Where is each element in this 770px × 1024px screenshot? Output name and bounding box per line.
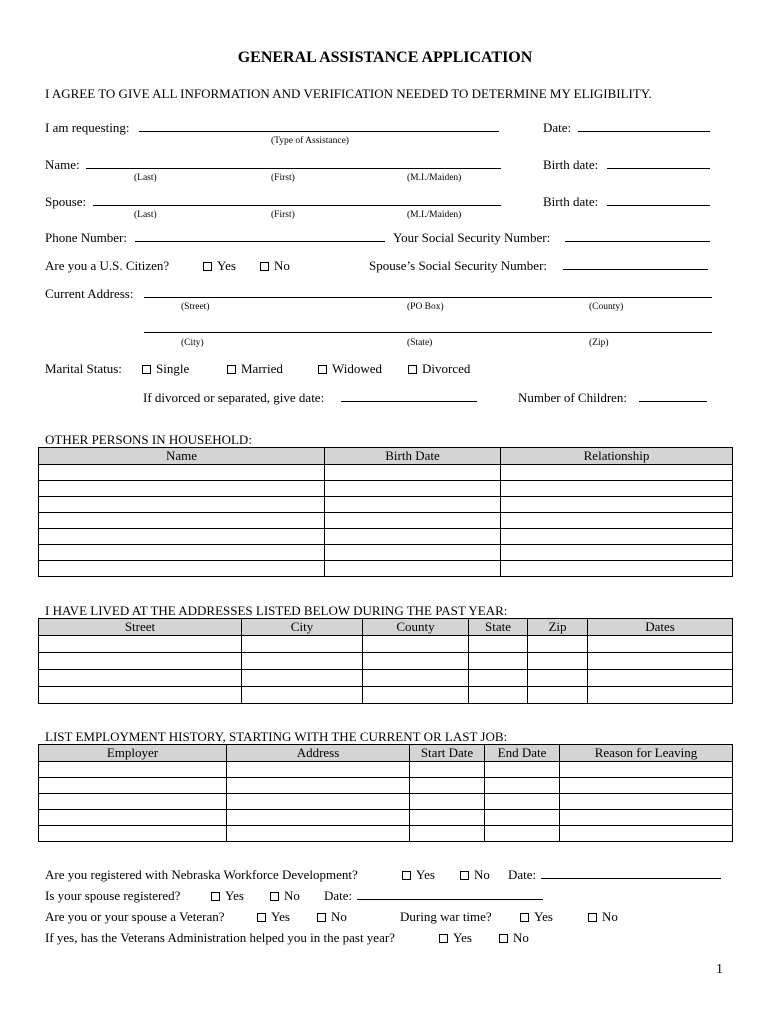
form-title: GENERAL ASSISTANCE APPLICATION [237, 49, 533, 66]
table-cell[interactable] [485, 778, 560, 794]
table-cell[interactable] [588, 636, 733, 653]
table-row [39, 762, 733, 778]
table-cell[interactable] [39, 794, 227, 810]
table-cell[interactable] [325, 561, 501, 577]
household-heading: OTHER PERSONS IN HOUSEHOLD: [45, 432, 252, 447]
checkbox-icon[interactable] [203, 262, 212, 271]
column-header: Reason for Leaving [560, 745, 733, 762]
checkbox-icon[interactable] [318, 365, 327, 374]
column-header: End Date [485, 745, 560, 762]
table-cell[interactable] [528, 687, 588, 704]
table-header-row [39, 619, 733, 636]
column-header: Zip [528, 619, 588, 636]
children-field[interactable] [639, 401, 707, 402]
table-cell[interactable] [469, 653, 528, 670]
marital-married-option[interactable]: Married [227, 361, 283, 377]
spouse-mi-caption: (M.I./Maiden) [407, 210, 462, 220]
table-cell[interactable] [501, 529, 733, 545]
nwd-yes-option[interactable]: Yes [402, 867, 435, 883]
checkbox-icon[interactable] [460, 871, 469, 880]
address-line-2-field[interactable] [144, 332, 712, 333]
table-cell[interactable] [560, 826, 733, 842]
page-number: 1 [716, 962, 723, 977]
table-cell[interactable] [39, 561, 325, 577]
table-row [39, 670, 733, 687]
marital-divorced-option[interactable]: Divorced [408, 361, 470, 377]
table-cell[interactable] [410, 826, 485, 842]
table-cell[interactable] [39, 636, 242, 653]
table-cell[interactable] [588, 687, 733, 704]
va-yes-option[interactable]: Yes [439, 930, 472, 946]
table-cell[interactable] [325, 513, 501, 529]
employment-heading: LIST EMPLOYMENT HISTORY, STARTING WITH THE CURRENT OR LAST JOB: [45, 729, 508, 744]
spouse-ssn-field[interactable] [563, 269, 708, 270]
checkbox-icon[interactable] [257, 913, 266, 922]
table-cell[interactable] [227, 762, 410, 778]
table-cell[interactable] [39, 687, 242, 704]
table-cell[interactable] [363, 670, 469, 687]
table-cell[interactable] [485, 826, 560, 842]
veteran-yes-option[interactable]: Yes [257, 909, 290, 925]
state-caption: (State) [407, 338, 433, 348]
children-label: Number of Children: [518, 390, 628, 405]
citizen-yes-option[interactable]: Yes [203, 258, 236, 274]
name-label: Name: [45, 157, 80, 172]
name-mi-caption: (M.I./Maiden) [407, 173, 462, 183]
table-cell[interactable] [363, 653, 469, 670]
table-cell[interactable] [325, 497, 501, 513]
checkbox-icon[interactable] [260, 262, 269, 271]
table-cell[interactable] [39, 529, 325, 545]
table-cell[interactable] [528, 653, 588, 670]
table-row [39, 794, 733, 810]
nwd-date-field[interactable] [541, 878, 721, 879]
date-field[interactable] [578, 131, 710, 132]
table-cell[interactable] [363, 636, 469, 653]
table-cell[interactable] [588, 670, 733, 687]
checkbox-icon[interactable] [227, 365, 236, 374]
phone-field[interactable] [135, 241, 385, 242]
county-caption: (County) [589, 302, 624, 312]
addresses-table [38, 618, 733, 704]
address-line-1-field[interactable] [144, 297, 712, 298]
divorce-date-field[interactable] [341, 401, 477, 402]
war-time-question: During war time? [400, 909, 492, 924]
table-cell[interactable] [39, 826, 227, 842]
table-row [39, 826, 733, 842]
spouse-reg-date-label: Date: [324, 888, 353, 903]
table-cell[interactable] [485, 794, 560, 810]
spouse-name-field[interactable] [93, 205, 501, 206]
household-table [38, 447, 733, 577]
spouse-ssn-label: Spouse’s Social Security Number: [369, 258, 548, 273]
checkbox-icon[interactable] [520, 913, 529, 922]
citizen-label: Are you a U.S. Citizen? [45, 258, 170, 273]
table-cell[interactable] [410, 762, 485, 778]
type-of-assistance-field[interactable] [139, 131, 499, 132]
pobox-caption: (PO Box) [407, 302, 444, 312]
table-cell[interactable] [325, 481, 501, 497]
table-cell[interactable] [528, 636, 588, 653]
zip-caption: (Zip) [589, 338, 609, 348]
table-cell[interactable] [410, 794, 485, 810]
table-cell[interactable] [39, 513, 325, 529]
agreement-statement: I AGREE TO GIVE ALL INFORMATION AND VERIFICATION NEEDED TO DETERMINE MY ELIGIBILITY. [45, 86, 652, 101]
table-cell[interactable] [242, 653, 363, 670]
table-cell[interactable] [242, 670, 363, 687]
table-cell[interactable] [227, 810, 410, 826]
table-cell[interactable] [560, 762, 733, 778]
addresses-heading: I HAVE LIVED AT THE ADDRESSES LISTED BELOW DURING THE PAST YEAR: [45, 603, 508, 618]
ssn-field[interactable] [565, 241, 710, 242]
table-header-row [39, 745, 733, 762]
table-cell[interactable] [501, 465, 733, 481]
column-header: Name [39, 448, 325, 465]
current-address-label: Current Address: [45, 286, 134, 301]
name-field[interactable] [86, 168, 501, 169]
table-row [39, 687, 733, 704]
table-cell[interactable] [560, 794, 733, 810]
table-cell[interactable] [469, 670, 528, 687]
war-time-no-option[interactable]: No [588, 909, 618, 925]
phone-label: Phone Number: [45, 230, 127, 245]
date-label: Date: [543, 120, 572, 135]
veteran-no-option[interactable]: No [317, 909, 347, 925]
table-cell[interactable] [560, 778, 733, 794]
checkbox-icon[interactable] [402, 871, 411, 880]
table-row [39, 561, 733, 577]
table-cell[interactable] [227, 778, 410, 794]
spouse-birth-date-field[interactable] [607, 205, 710, 206]
table-cell[interactable] [325, 529, 501, 545]
birth-date-field[interactable] [607, 168, 710, 169]
table-cell[interactable] [39, 762, 227, 778]
table-row [39, 529, 733, 545]
table-cell[interactable] [363, 687, 469, 704]
table-cell[interactable] [528, 670, 588, 687]
spouse-reg-date-field[interactable] [357, 899, 543, 900]
table-cell[interactable] [242, 687, 363, 704]
table-cell[interactable] [588, 653, 733, 670]
table-row [39, 545, 733, 561]
column-header: Relationship [501, 448, 733, 465]
column-header: Employer [39, 745, 227, 762]
table-row [39, 636, 733, 653]
nwd-question: Are you registered with Nebraska Workforce Development? [45, 867, 358, 882]
name-first-caption: (First) [271, 173, 295, 183]
marital-status-label: Marital Status: [45, 361, 122, 376]
column-header: Dates [588, 619, 733, 636]
table-cell[interactable] [501, 497, 733, 513]
column-header: City [242, 619, 363, 636]
spouse-birth-date-label: Birth date: [543, 194, 599, 209]
citizen-no-option[interactable]: No [260, 258, 290, 274]
checkbox-icon[interactable] [408, 365, 417, 374]
table-cell[interactable] [325, 545, 501, 561]
table-cell[interactable] [39, 810, 227, 826]
veteran-question: Are you or your spouse a Veteran? [45, 909, 225, 924]
table-cell[interactable] [485, 810, 560, 826]
spouse-first-caption: (First) [271, 210, 295, 220]
table-cell[interactable] [469, 687, 528, 704]
requesting-label: I am requesting: [45, 120, 130, 135]
marital-widowed-option[interactable]: Widowed [318, 361, 382, 377]
spouse-last-caption: (Last) [134, 210, 157, 220]
type-of-assistance-caption: (Type of Assistance) [271, 136, 349, 146]
table-cell[interactable] [39, 653, 242, 670]
table-cell[interactable] [501, 481, 733, 497]
birth-date-label: Birth date: [543, 157, 599, 172]
table-row [39, 513, 733, 529]
table-cell[interactable] [39, 670, 242, 687]
spouse-reg-yes-option[interactable]: Yes [211, 888, 244, 904]
table-cell[interactable] [39, 545, 325, 561]
war-time-yes-option[interactable]: Yes [520, 909, 553, 925]
column-header: Address [227, 745, 410, 762]
checkbox-icon[interactable] [142, 365, 151, 374]
checkbox-icon[interactable] [270, 892, 279, 901]
checkbox-icon[interactable] [211, 892, 220, 901]
va-no-option[interactable]: No [499, 930, 529, 946]
checkbox-icon[interactable] [588, 913, 597, 922]
spouse-registered-question: Is your spouse registered? [45, 888, 181, 903]
column-header: Birth Date [325, 448, 501, 465]
table-cell[interactable] [501, 561, 733, 577]
marital-single-option[interactable]: Single [142, 361, 189, 377]
name-last-caption: (Last) [134, 173, 157, 183]
table-cell[interactable] [39, 481, 325, 497]
table-cell[interactable] [410, 810, 485, 826]
checkbox-icon[interactable] [439, 934, 448, 943]
table-row [39, 778, 733, 794]
street-caption: (Street) [181, 302, 210, 312]
table-cell[interactable] [560, 810, 733, 826]
spouse-reg-no-option[interactable]: No [270, 888, 300, 904]
table-cell[interactable] [39, 465, 325, 481]
ssn-label: Your Social Security Number: [393, 230, 551, 245]
table-cell[interactable] [485, 762, 560, 778]
table-cell[interactable] [501, 545, 733, 561]
spouse-label: Spouse: [45, 194, 87, 209]
column-header: Street [39, 619, 242, 636]
table-cell[interactable] [469, 636, 528, 653]
checkbox-icon[interactable] [317, 913, 326, 922]
table-row [39, 497, 733, 513]
nwd-no-option[interactable]: No [460, 867, 490, 883]
table-cell[interactable] [39, 778, 227, 794]
va-help-question: If yes, has the Veterans Administration helped you in the past year? [45, 930, 395, 945]
table-row [39, 653, 733, 670]
table-header-row [39, 448, 733, 465]
table-cell[interactable] [410, 778, 485, 794]
table-row [39, 481, 733, 497]
column-header: State [469, 619, 528, 636]
checkbox-icon[interactable] [499, 934, 508, 943]
table-cell[interactable] [325, 465, 501, 481]
table-cell[interactable] [39, 497, 325, 513]
table-row [39, 810, 733, 826]
column-header: Start Date [410, 745, 485, 762]
table-cell[interactable] [227, 826, 410, 842]
table-cell[interactable] [227, 794, 410, 810]
table-row [39, 465, 733, 481]
column-header: County [363, 619, 469, 636]
table-cell[interactable] [242, 636, 363, 653]
divorce-date-label: If divorced or separated, give date: [143, 390, 325, 405]
nwd-date-label: Date: [508, 867, 537, 882]
employment-table [38, 744, 733, 842]
table-cell[interactable] [501, 513, 733, 529]
city-caption: (City) [181, 338, 204, 348]
